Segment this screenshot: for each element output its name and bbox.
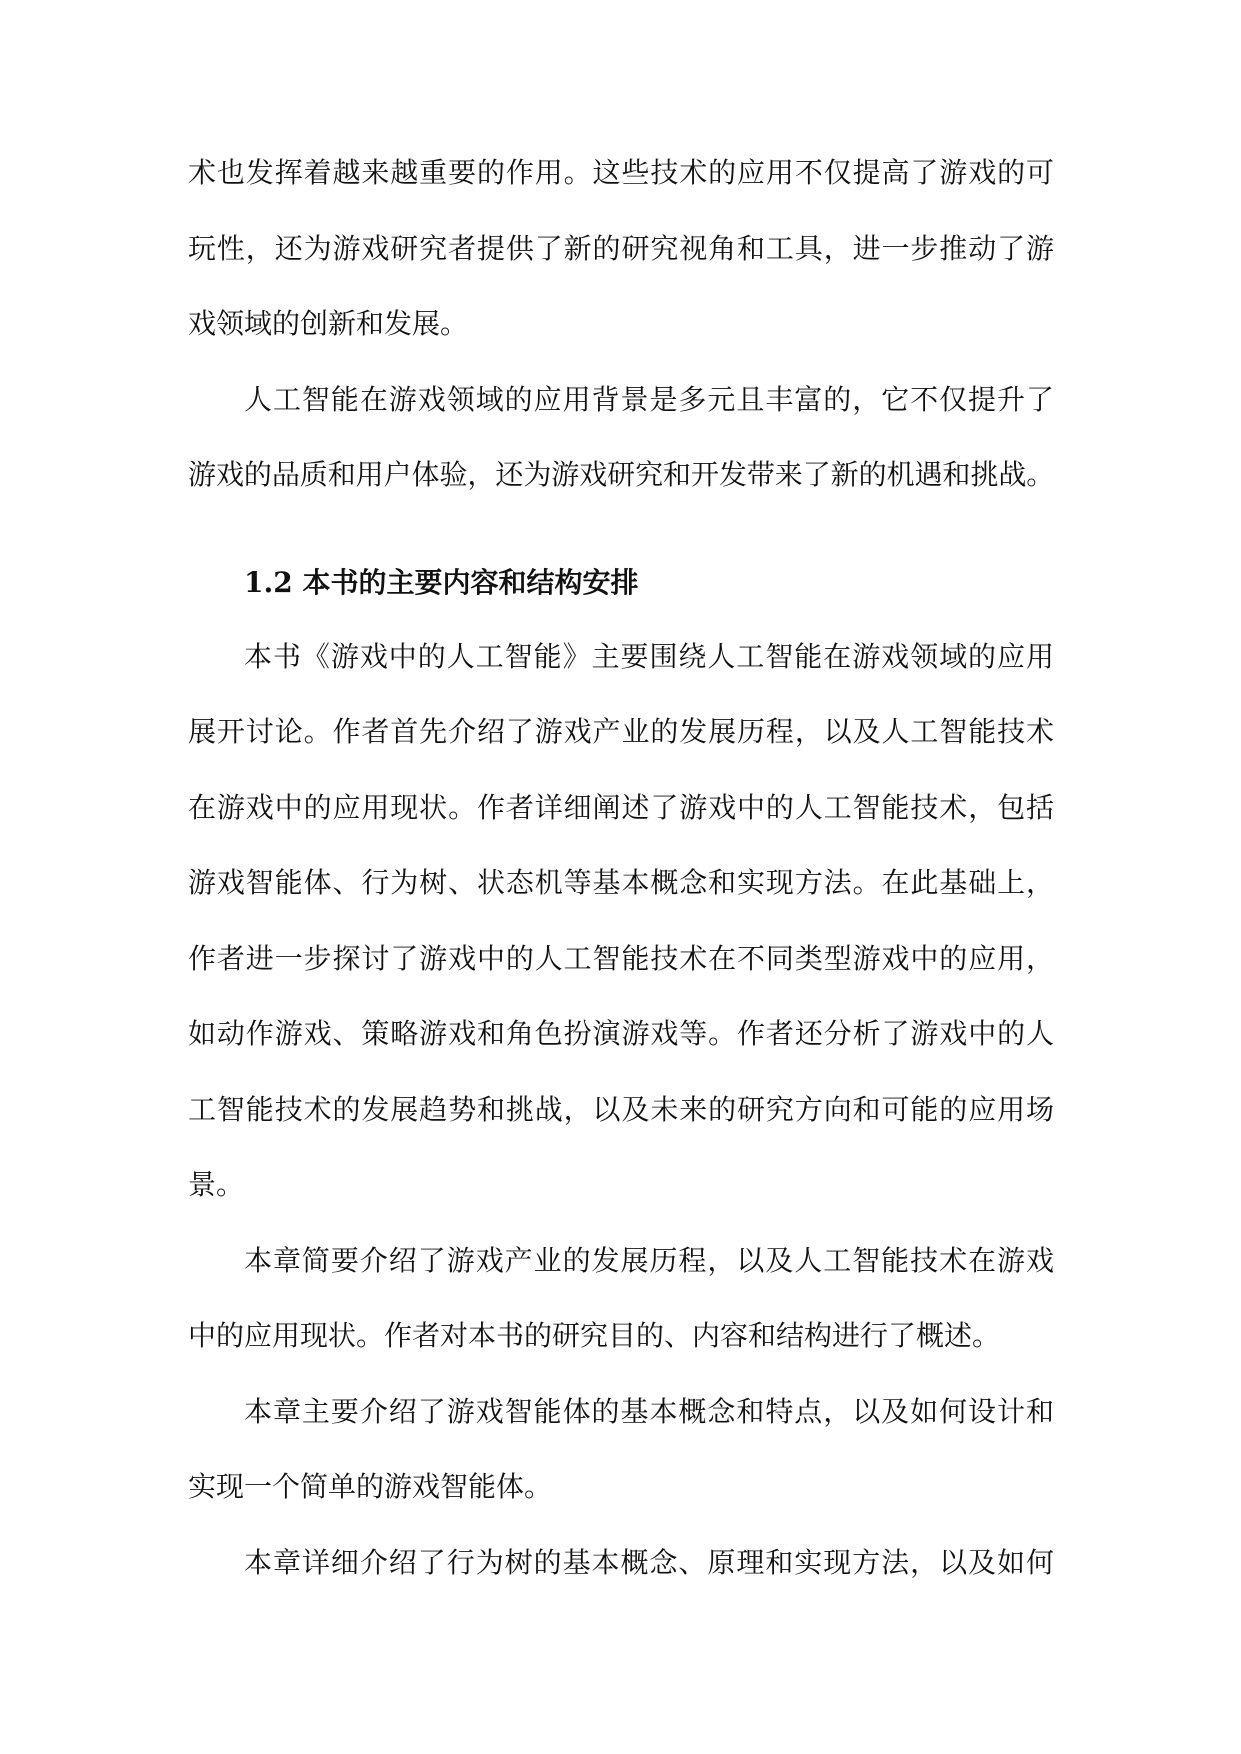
paragraph-line: 游戏智能体、行为树、状态机等基本概念和实现方法。在此基础上，: [188, 866, 1054, 899]
paragraph-line: 人工智能在游戏领域的应用背景是多元且丰富的，它不仅提升了: [244, 382, 1054, 416]
paragraph-line: 戏领域的创新和发展。: [188, 307, 469, 340]
paragraph-line: 工智能技术的发展趋势和挑战，以及未来的研究方向和可能的应用场: [188, 1092, 1054, 1126]
paragraph-line: 玩性，还为游戏研究者提供了新的研究视角和工具，进一步推动了游: [188, 231, 1054, 265]
paragraph-line: 如动作游戏、策略游戏和角色扮演游戏等。作者还分析了游戏中的人: [188, 1017, 1054, 1050]
paragraph-chapter-2: [188, 1374, 1054, 1525]
paragraph-ai-background: [188, 362, 1054, 513]
paragraph-chapter-3: [188, 1525, 1054, 1601]
paragraph-line: 本书《游戏中的人工智能》主要围绕人工智能在游戏领域的应用: [244, 639, 1054, 673]
paragraph-line: 中的应用现状。作者对本书的研究目的、内容和结构进行了概述。: [188, 1319, 1001, 1352]
paragraph-line: 实现一个简单的游戏智能体。: [188, 1470, 553, 1503]
paragraph-line: 术也发挥着越来越重要的作用。这些技术的应用不仅提高了游戏的可: [188, 156, 1054, 189]
paragraph-continuation: [188, 135, 1054, 362]
paragraph-line: 本章简要介绍了游戏产业的发展历程，以及人工智能技术在游戏: [244, 1243, 1054, 1277]
paragraph-line: 景。: [188, 1168, 245, 1201]
paragraph-line: 本章主要介绍了游戏智能体的基本概念和特点，以及如何设计和: [244, 1394, 1054, 1428]
body-text: [188, 135, 1054, 1600]
paragraph-line: 展开讨论。作者首先介绍了游戏产业的发展历程，以及人工智能技术: [188, 715, 1054, 748]
paragraph-line: 游戏的品质和用户体验，还为游戏研究和开发带来了新的机遇和挑战。: [188, 458, 1054, 491]
paragraph-line: 本章详细介绍了行为树的基本概念、原理和实现方法，以及如何: [244, 1545, 1054, 1579]
paragraph-book-overview: [188, 619, 1054, 1223]
section-heading: 1.2 本书的主要内容和结构安排: [244, 565, 639, 599]
paragraph-line: 在游戏中的应用现状。作者详细阐述了游戏中的人工智能技术，包括: [188, 790, 1054, 824]
paragraph-chapter-1: [188, 1223, 1054, 1374]
paragraph-line: 作者进一步探讨了游戏中的人工智能技术在不同类型游戏中的应用，: [188, 941, 1054, 975]
